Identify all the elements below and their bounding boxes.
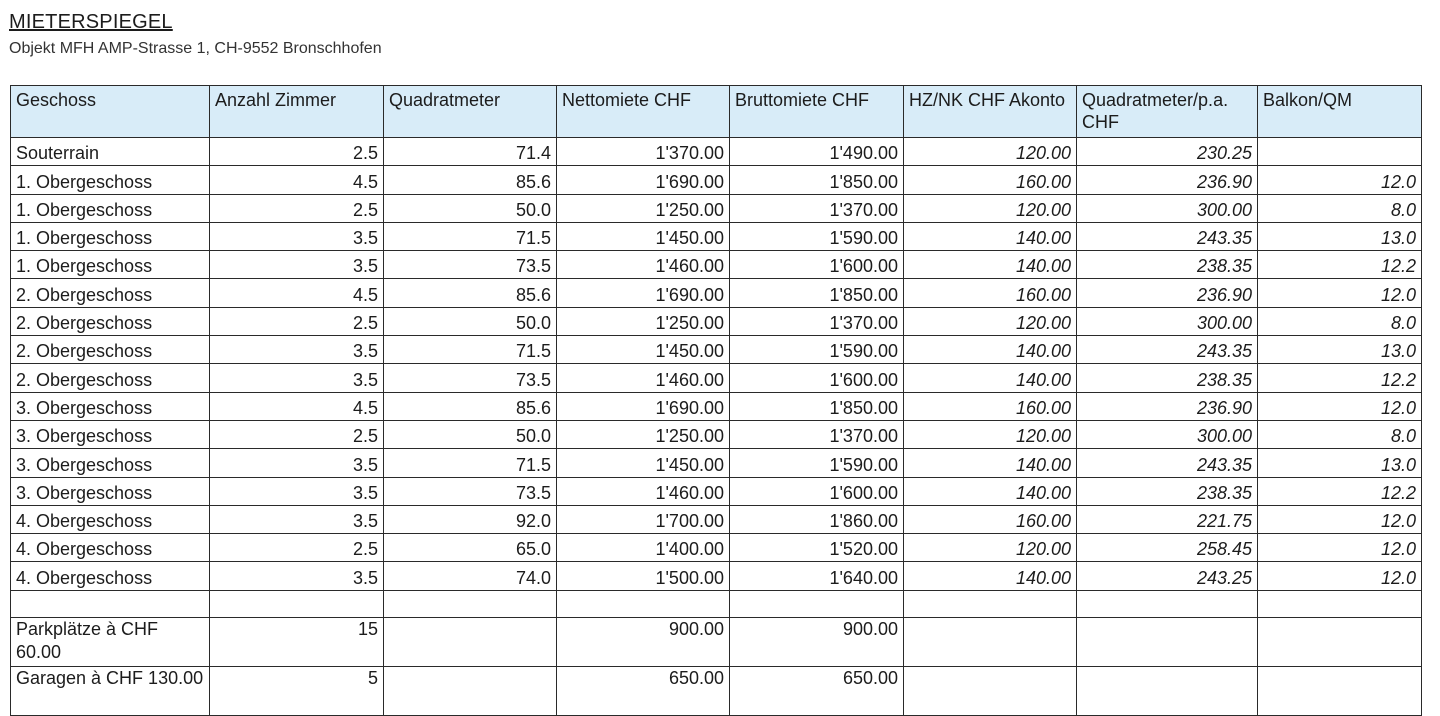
cell-nettomiete: 1'250.00 xyxy=(557,420,730,448)
cell-balkon: 12.0 xyxy=(1258,279,1422,307)
cell-quadratmeter: 73.5 xyxy=(384,251,557,279)
header-nettomiete: Nettomiete CHF xyxy=(557,86,730,138)
cell-geschoss: 3. Obergeschoss xyxy=(11,392,210,420)
table-row xyxy=(11,449,1422,477)
cell-balkon xyxy=(1258,138,1422,166)
cell-qm-pa: 236.90 xyxy=(1077,166,1258,194)
table-header-row xyxy=(11,86,1422,138)
cell-bruttomiete: 1'600.00 xyxy=(730,364,904,392)
cell-qm-pa: 238.35 xyxy=(1077,477,1258,505)
cell-qm-pa: 243.25 xyxy=(1077,562,1258,590)
cell-nettomiete: 1'460.00 xyxy=(557,364,730,392)
cell-bruttomiete: 1'370.00 xyxy=(730,420,904,448)
cell-bruttomiete: 1'600.00 xyxy=(730,477,904,505)
cell-anzahl-zimmer: 2.5 xyxy=(210,420,384,448)
cell-hz-nk: 120.00 xyxy=(904,534,1077,562)
cell-hz-nk: 120.00 xyxy=(904,194,1077,222)
empty-cell xyxy=(210,590,384,617)
cell-quadratmeter: 74.0 xyxy=(384,562,557,590)
header-hz-nk: HZ/NK CHF Akonto xyxy=(904,86,1077,138)
table-body xyxy=(11,138,1422,716)
cell-hz-nk: 140.00 xyxy=(904,336,1077,364)
cell-quadratmeter xyxy=(384,617,557,666)
header-geschoss: Geschoss xyxy=(11,86,210,138)
table-row xyxy=(11,477,1422,505)
cell-nettomiete: 1'450.00 xyxy=(557,336,730,364)
cell-bruttomiete: 1'600.00 xyxy=(730,251,904,279)
cell-anzahl-zimmer: 4.5 xyxy=(210,392,384,420)
table-row xyxy=(11,336,1422,364)
table-row xyxy=(11,251,1422,279)
cell-hz-nk: 140.00 xyxy=(904,477,1077,505)
cell-bruttomiete: 1'850.00 xyxy=(730,392,904,420)
cell-anzahl-zimmer: 3.5 xyxy=(210,505,384,533)
cell-anzahl-zimmer: 5 xyxy=(210,666,384,715)
cell-nettomiete: 1'250.00 xyxy=(557,194,730,222)
cell-hz-nk: 140.00 xyxy=(904,251,1077,279)
cell-nettomiete: 1'450.00 xyxy=(557,449,730,477)
cell-geschoss: 3. Obergeschoss xyxy=(11,420,210,448)
cell-hz-nk: 120.00 xyxy=(904,307,1077,335)
header-anzahl-zimmer: Anzahl Zimmer xyxy=(210,86,384,138)
cell-bruttomiete: 1'850.00 xyxy=(730,279,904,307)
cell-quadratmeter: 92.0 xyxy=(384,505,557,533)
cell-qm-pa: 236.90 xyxy=(1077,392,1258,420)
empty-cell xyxy=(904,590,1077,617)
document-subtitle: Objekt MFH AMP-Strasse 1, CH-9552 Bronschhofen xyxy=(9,40,382,57)
cell-anzahl-zimmer: 3.5 xyxy=(210,222,384,250)
cell-qm-pa: 243.35 xyxy=(1077,222,1258,250)
cell-anzahl-zimmer: 3.5 xyxy=(210,477,384,505)
cell-nettomiete: 1'500.00 xyxy=(557,562,730,590)
cell-hz-nk: 120.00 xyxy=(904,420,1077,448)
cell-anzahl-zimmer: 4.5 xyxy=(210,166,384,194)
cell-nettomiete: 1'690.00 xyxy=(557,279,730,307)
cell-geschoss: 1. Obergeschoss xyxy=(11,222,210,250)
cell-balkon: 13.0 xyxy=(1258,449,1422,477)
cell-geschoss: 2. Obergeschoss xyxy=(11,279,210,307)
cell-geschoss: Parkplätze à CHF 60.00 xyxy=(11,617,210,666)
cell-nettomiete: 1'690.00 xyxy=(557,392,730,420)
cell-balkon: 12.0 xyxy=(1258,392,1422,420)
table-row xyxy=(11,279,1422,307)
cell-bruttomiete: 1'590.00 xyxy=(730,222,904,250)
empty-cell xyxy=(1077,590,1258,617)
document-title: MIETERSPIEGEL xyxy=(9,11,173,33)
cell-nettomiete: 1'370.00 xyxy=(557,138,730,166)
cell-hz-nk: 160.00 xyxy=(904,392,1077,420)
cell-quadratmeter: 73.5 xyxy=(384,477,557,505)
cell-balkon: 8.0 xyxy=(1258,194,1422,222)
cell-quadratmeter: 71.5 xyxy=(384,449,557,477)
table-row xyxy=(11,307,1422,335)
table-row xyxy=(11,505,1422,533)
cell-qm-pa: 238.35 xyxy=(1077,251,1258,279)
cell-anzahl-zimmer: 15 xyxy=(210,617,384,666)
table-row xyxy=(11,194,1422,222)
empty-cell xyxy=(557,590,730,617)
cell-geschoss: 4. Obergeschoss xyxy=(11,534,210,562)
cell-hz-nk xyxy=(904,617,1077,666)
cell-balkon: 12.2 xyxy=(1258,364,1422,392)
cell-bruttomiete: 1'850.00 xyxy=(730,166,904,194)
cell-qm-pa: 221.75 xyxy=(1077,505,1258,533)
cell-hz-nk: 160.00 xyxy=(904,505,1077,533)
cell-quadratmeter: 85.6 xyxy=(384,166,557,194)
cell-bruttomiete: 1'590.00 xyxy=(730,449,904,477)
cell-hz-nk: 140.00 xyxy=(904,449,1077,477)
cell-quadratmeter: 85.6 xyxy=(384,392,557,420)
cell-bruttomiete: 1'640.00 xyxy=(730,562,904,590)
spacer-row xyxy=(11,590,1422,617)
table-row xyxy=(11,534,1422,562)
cell-hz-nk: 140.00 xyxy=(904,222,1077,250)
cell-bruttomiete: 1'520.00 xyxy=(730,534,904,562)
cell-nettomiete: 1'250.00 xyxy=(557,307,730,335)
cell-quadratmeter: 50.0 xyxy=(384,307,557,335)
cell-qm-pa: 300.00 xyxy=(1077,307,1258,335)
cell-bruttomiete: 1'370.00 xyxy=(730,307,904,335)
table-row xyxy=(11,562,1422,590)
cell-hz-nk: 140.00 xyxy=(904,364,1077,392)
table-row xyxy=(11,138,1422,166)
cell-quadratmeter: 65.0 xyxy=(384,534,557,562)
header-balkon: Balkon/QM xyxy=(1258,86,1422,138)
cell-qm-pa: 258.45 xyxy=(1077,534,1258,562)
cell-qm-pa xyxy=(1077,617,1258,666)
cell-bruttomiete: 1'860.00 xyxy=(730,505,904,533)
cell-geschoss: Garagen à CHF 130.00 xyxy=(11,666,210,715)
cell-qm-pa: 243.35 xyxy=(1077,336,1258,364)
cell-quadratmeter: 71.5 xyxy=(384,336,557,364)
cell-qm-pa: 300.00 xyxy=(1077,194,1258,222)
cell-anzahl-zimmer: 3.5 xyxy=(210,449,384,477)
cell-anzahl-zimmer: 2.5 xyxy=(210,307,384,335)
empty-cell xyxy=(1258,590,1422,617)
cell-bruttomiete: 900.00 xyxy=(730,617,904,666)
header-bruttomiete: Bruttomiete CHF xyxy=(730,86,904,138)
cell-balkon: 8.0 xyxy=(1258,307,1422,335)
cell-bruttomiete: 650.00 xyxy=(730,666,904,715)
cell-geschoss: 2. Obergeschoss xyxy=(11,336,210,364)
cell-anzahl-zimmer: 2.5 xyxy=(210,194,384,222)
cell-balkon: 12.2 xyxy=(1258,477,1422,505)
table-row-extra xyxy=(11,617,1422,666)
empty-cell xyxy=(11,590,210,617)
table-row xyxy=(11,364,1422,392)
header-qm-pa: Quadratmeter/p.a. CHF xyxy=(1077,86,1258,138)
cell-balkon: 13.0 xyxy=(1258,336,1422,364)
cell-qm-pa: 300.00 xyxy=(1077,420,1258,448)
cell-geschoss: 4. Obergeschoss xyxy=(11,505,210,533)
cell-anzahl-zimmer: 3.5 xyxy=(210,562,384,590)
empty-cell xyxy=(384,590,557,617)
cell-hz-nk: 160.00 xyxy=(904,166,1077,194)
cell-geschoss: 1. Obergeschoss xyxy=(11,251,210,279)
cell-balkon: 12.0 xyxy=(1258,166,1422,194)
cell-quadratmeter: 50.0 xyxy=(384,194,557,222)
cell-quadratmeter: 73.5 xyxy=(384,364,557,392)
cell-nettomiete: 1'460.00 xyxy=(557,251,730,279)
cell-balkon: 13.0 xyxy=(1258,222,1422,250)
table-row xyxy=(11,166,1422,194)
cell-nettomiete: 1'690.00 xyxy=(557,166,730,194)
header-quadratmeter: Quadratmeter xyxy=(384,86,557,138)
cell-hz-nk: 160.00 xyxy=(904,279,1077,307)
cell-anzahl-zimmer: 2.5 xyxy=(210,534,384,562)
cell-balkon: 12.0 xyxy=(1258,562,1422,590)
cell-anzahl-zimmer: 3.5 xyxy=(210,364,384,392)
cell-anzahl-zimmer: 4.5 xyxy=(210,279,384,307)
cell-bruttomiete: 1'370.00 xyxy=(730,194,904,222)
cell-anzahl-zimmer: 3.5 xyxy=(210,336,384,364)
cell-hz-nk: 140.00 xyxy=(904,562,1077,590)
cell-geschoss: 2. Obergeschoss xyxy=(11,364,210,392)
cell-geschoss: 4. Obergeschoss xyxy=(11,562,210,590)
cell-quadratmeter: 50.0 xyxy=(384,420,557,448)
cell-qm-pa: 238.35 xyxy=(1077,364,1258,392)
cell-nettomiete: 1'460.00 xyxy=(557,477,730,505)
cell-geschoss: 1. Obergeschoss xyxy=(11,166,210,194)
cell-geschoss: 3. Obergeschoss xyxy=(11,477,210,505)
cell-quadratmeter: 85.6 xyxy=(384,279,557,307)
cell-qm-pa: 230.25 xyxy=(1077,138,1258,166)
cell-balkon: 12.2 xyxy=(1258,251,1422,279)
cell-nettomiete: 1'400.00 xyxy=(557,534,730,562)
table-row xyxy=(11,420,1422,448)
cell-quadratmeter: 71.4 xyxy=(384,138,557,166)
cell-nettomiete: 1'450.00 xyxy=(557,222,730,250)
cell-balkon: 12.0 xyxy=(1258,505,1422,533)
cell-qm-pa: 236.90 xyxy=(1077,279,1258,307)
rent-roll-table xyxy=(10,85,1422,716)
cell-balkon: 12.0 xyxy=(1258,534,1422,562)
empty-cell xyxy=(730,590,904,617)
cell-bruttomiete: 1'590.00 xyxy=(730,336,904,364)
cell-qm-pa: 243.35 xyxy=(1077,449,1258,477)
cell-balkon xyxy=(1258,617,1422,666)
cell-nettomiete: 900.00 xyxy=(557,617,730,666)
cell-balkon: 8.0 xyxy=(1258,420,1422,448)
cell-nettomiete: 650.00 xyxy=(557,666,730,715)
cell-geschoss: 2. Obergeschoss xyxy=(11,307,210,335)
cell-anzahl-zimmer: 2.5 xyxy=(210,138,384,166)
cell-quadratmeter: 71.5 xyxy=(384,222,557,250)
cell-nettomiete: 1'700.00 xyxy=(557,505,730,533)
table-row xyxy=(11,392,1422,420)
cell-hz-nk: 120.00 xyxy=(904,138,1077,166)
cell-anzahl-zimmer: 3.5 xyxy=(210,251,384,279)
cell-geschoss: 3. Obergeschoss xyxy=(11,449,210,477)
table-row xyxy=(11,222,1422,250)
cell-geschoss: 1. Obergeschoss xyxy=(11,194,210,222)
cell-geschoss: Souterrain xyxy=(11,138,210,166)
cell-bruttomiete: 1'490.00 xyxy=(730,138,904,166)
